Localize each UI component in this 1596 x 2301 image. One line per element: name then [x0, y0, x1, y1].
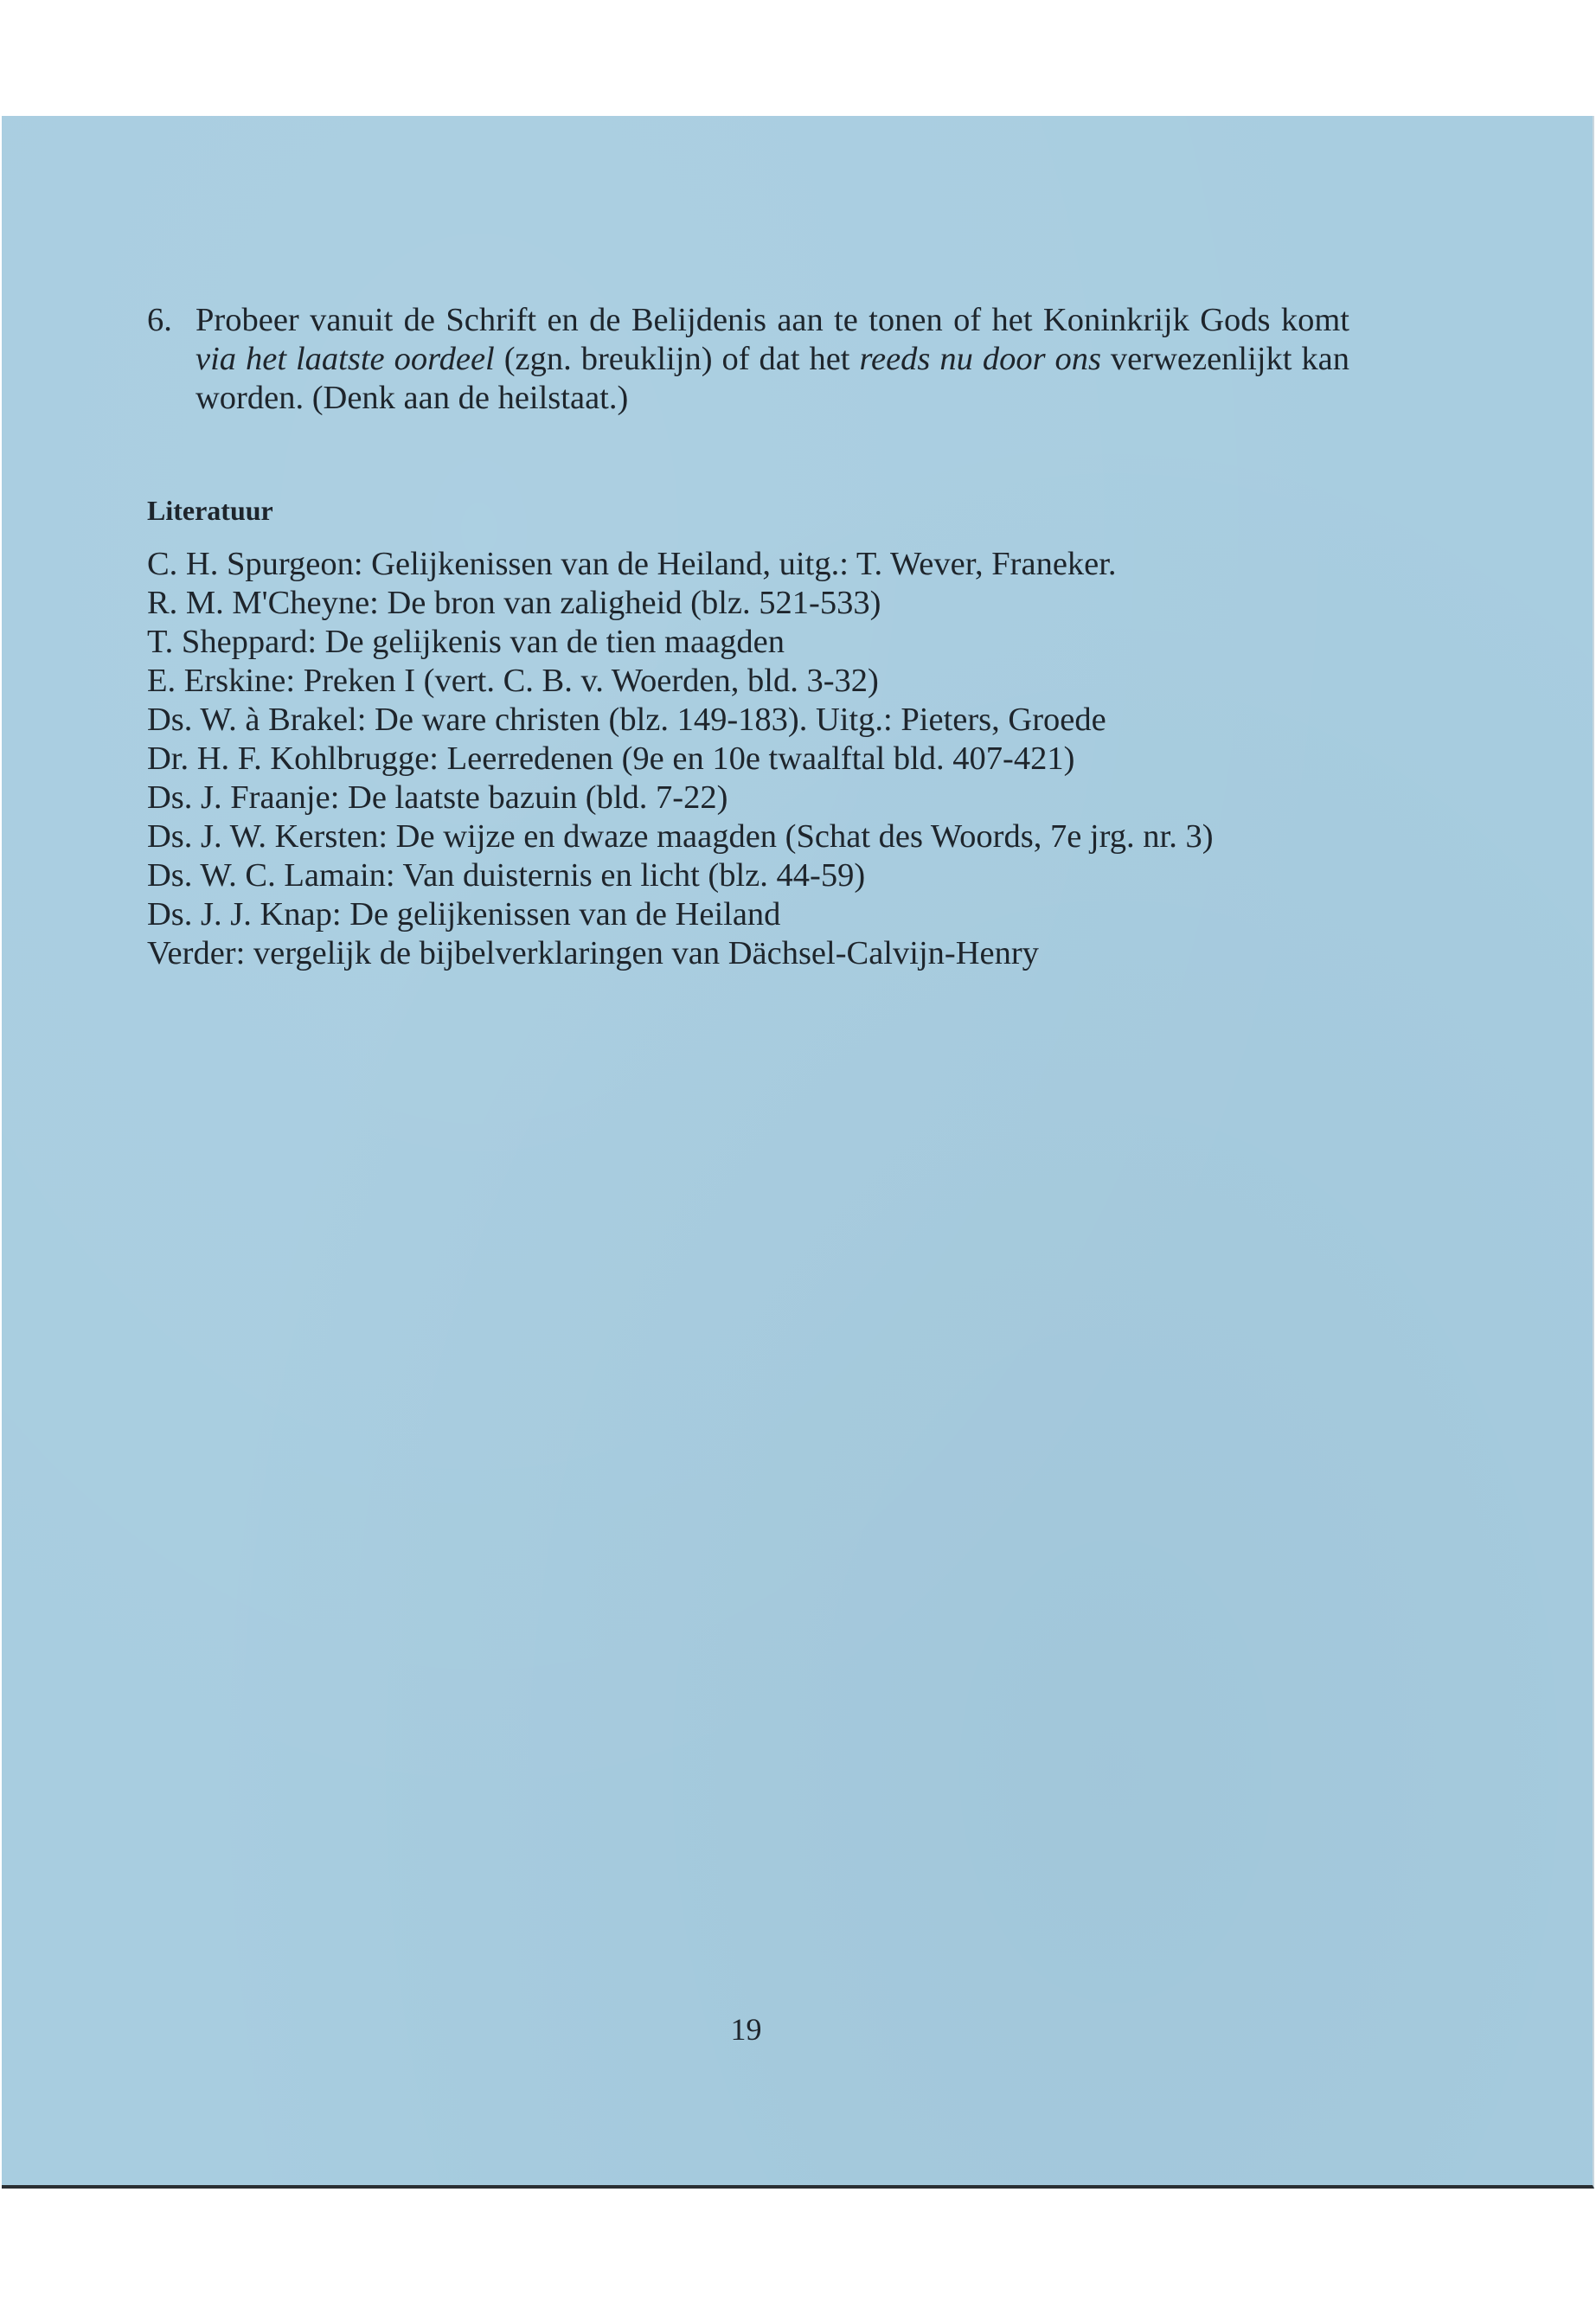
literature-item: Ds. J. J. Knap: De gelijkenissen van de Heiland	[147, 896, 781, 933]
page-number: 19	[730, 2012, 762, 2047]
question-6	[147, 301, 1349, 418]
paper-sheet	[2, 116, 1594, 2189]
question-text-part2: (zgn. breuklijn) of dat het	[494, 341, 860, 377]
question-text	[195, 301, 1349, 418]
literature-item: Ds. W. à Brakel: De ware christen (blz. 149-183). Uitg.: Pieters, Groede	[147, 702, 1106, 738]
literature-item: Ds. W. C. Lamain: Van duisternis en licht (blz. 44-59)	[147, 857, 866, 894]
question-text-part1: Probeer vanuit de Schrift en de Belijdenis aan te tonen of het Koninkrijk Gods komt	[195, 302, 1349, 338]
question-number: 6.	[147, 302, 172, 338]
literature-heading: Literatuur	[147, 495, 273, 526]
literature-item: C. H. Spurgeon: Gelijkenissen van de Heiland, uitg.: T. Wever, Franeker.	[147, 546, 1117, 582]
literature-item: R. M. M'Cheyne: De bron van zaligheid (blz. 521-533)	[147, 585, 881, 621]
literature-item: Ds. J. W. Kersten: De wijze en dwaze maagden (Schat des Woords, 7e jrg. nr. 3)	[147, 818, 1214, 855]
literature-item: E. Erskine: Preken I (vert. C. B. v. Woerden, bld. 3-32)	[147, 663, 879, 699]
question-text-italic1: via het laatste oordeel	[195, 341, 495, 377]
question-text-part3: verwezenlijkt kan worden. (Denk aan de heilstaat.)	[195, 341, 1349, 416]
literature-item: T. Sheppard: De gelijkenis van de tien maagden	[147, 624, 785, 660]
question-text-italic2: reeds nu door ons	[859, 341, 1101, 377]
literature-item: Ds. J. Fraanje: De laatste bazuin (bld. 7-22)	[147, 779, 728, 816]
literature-list	[147, 545, 1354, 973]
literature-item: Dr. H. F. Kohlbrugge: Leerredenen (9e en 10e twaalftal bld. 407-421)	[147, 740, 1075, 777]
literature-item: Verder: vergelijk de bijbelverklaringen van Dächsel-Calvijn-Henry	[147, 935, 1039, 971]
